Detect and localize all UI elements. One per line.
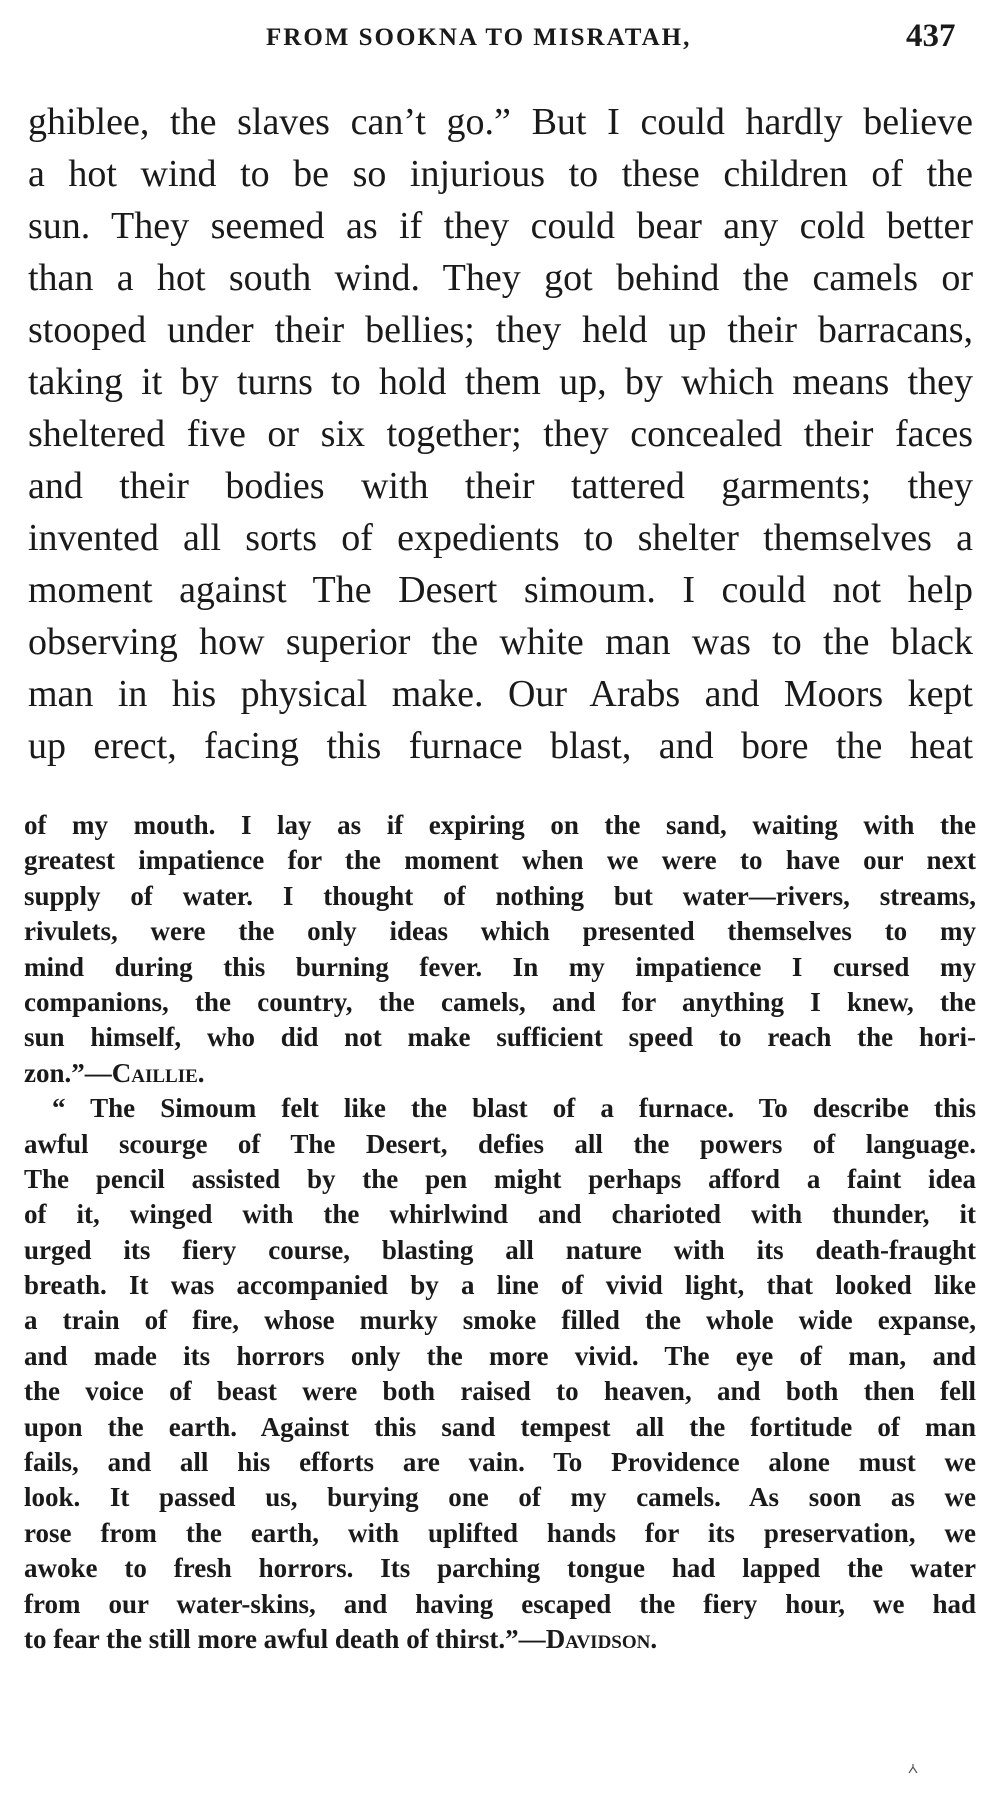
main-text-line: sheltered five or six together; they concealed their faces	[28, 413, 973, 455]
davidson-quote-line: and made its horrors only the more vivid. The eye of man, and	[24, 1340, 976, 1371]
davidson-quote-line: of it, winged with the whirlwind and charioted with thunder, it	[24, 1199, 976, 1230]
quoted-notes	[24, 808, 976, 1657]
main-text-line: moment against The Desert simoum. I could not help	[28, 569, 973, 611]
caillie-quote-line: mind during this burning fever. In my impatience I cursed my	[24, 951, 976, 982]
main-text-line: stooped under their bellies; they held up their barracans,	[28, 309, 973, 351]
davidson-quote-line: “ The Simoum felt like the blast of a furnace. To describe this	[52, 1093, 976, 1124]
davidson-quote-line: The pencil assisted by the pen might perhaps afford a faint idea	[24, 1163, 976, 1194]
main-text-line: invented all sorts of expedients to shelter themselves a	[28, 517, 973, 559]
caillie-quote-line: rivulets, were the only ideas which presented themselves to my	[24, 916, 976, 947]
caillie-quote-line: companions, the country, the camels, and for anything I knew, the	[24, 986, 976, 1017]
main-text-line: observing how superior the white man was to the black	[28, 621, 973, 663]
davidson-quote-line: fails, and all his efforts are vain. To Providence alone must we	[24, 1447, 976, 1478]
davidson-quote-line: urged its fiery course, blasting all nature with its death-fraught	[24, 1234, 976, 1265]
main-text-line: a hot wind to be so injurious to these children of the	[28, 153, 973, 195]
main-text-line: up erect, facing this furnace blast, and bore the heat	[28, 725, 973, 767]
davidson-quote-end-text: to fear the still more awful death of thirst.”—	[24, 1623, 546, 1654]
page-header	[0, 0, 1000, 70]
caillie-attribution: Caillie.	[111, 1057, 205, 1088]
davidson-quote-line: rose from the earth, with uplifted hands for its preservation, we	[24, 1517, 976, 1548]
caillie-quote-line: greatest impatience for the moment when we were to have our next	[24, 845, 976, 876]
davidson-quote-line: look. It passed us, burying one of my camels. As soon as we	[24, 1482, 976, 1513]
davidson-quote-line: a train of fire, whose murky smoke filled the whole wide expanse,	[24, 1305, 976, 1336]
main-text-line: ghiblee, the slaves can’t go.” But I could hardly believe	[28, 101, 973, 143]
davidson-quote-line: awoke to fresh horrors. Its parching tongue had lapped the water	[24, 1553, 976, 1584]
running-title: FROM SOOKNA TO MISRATAH,	[266, 24, 692, 51]
page-number: 437	[906, 18, 956, 54]
main-text-line: than a hot south wind. They got behind the camels or	[28, 257, 973, 299]
davidson-quote-end	[24, 1622, 976, 1657]
main-text-line: taking it by turns to hold them up, by which means they	[28, 361, 973, 403]
davidson-quote-line: awful scourge of The Desert, defies all the powers of language.	[24, 1128, 976, 1159]
main-text-line: man in his physical make. Our Arabs and Moors kept	[28, 673, 973, 715]
main-text	[28, 96, 973, 772]
caillie-quote-end	[24, 1056, 976, 1091]
main-text-line: and their bodies with their tattered garments; they	[28, 465, 973, 507]
caillie-quote-end-text: zon.”—	[24, 1057, 112, 1088]
davidson-quote-line: breath. It was accompanied by a line of vivid light, that looked like	[24, 1270, 976, 1301]
caillie-quote-line: sun himself, who did not make sufficient speed to reach the hori-	[24, 1022, 976, 1053]
ink-speck-mark	[906, 1762, 920, 1776]
davidson-quote-line: upon the earth. Against this sand tempest all the fortitude of man	[24, 1411, 976, 1442]
main-text-line: sun. They seemed as if they could bear any cold better	[28, 205, 973, 247]
caillie-quote-line: supply of water. I thought of nothing but water—rivers, streams,	[24, 880, 976, 911]
davidson-quote-line: from our water-skins, and having escaped the fiery hour, we had	[24, 1588, 976, 1619]
davidson-quote-line: the voice of beast were both raised to heaven, and both then fell	[24, 1376, 976, 1407]
caillie-quote-line: of my mouth. I lay as if expiring on the sand, waiting with the	[24, 810, 976, 840]
davidson-attribution: Davidson.	[545, 1623, 658, 1654]
